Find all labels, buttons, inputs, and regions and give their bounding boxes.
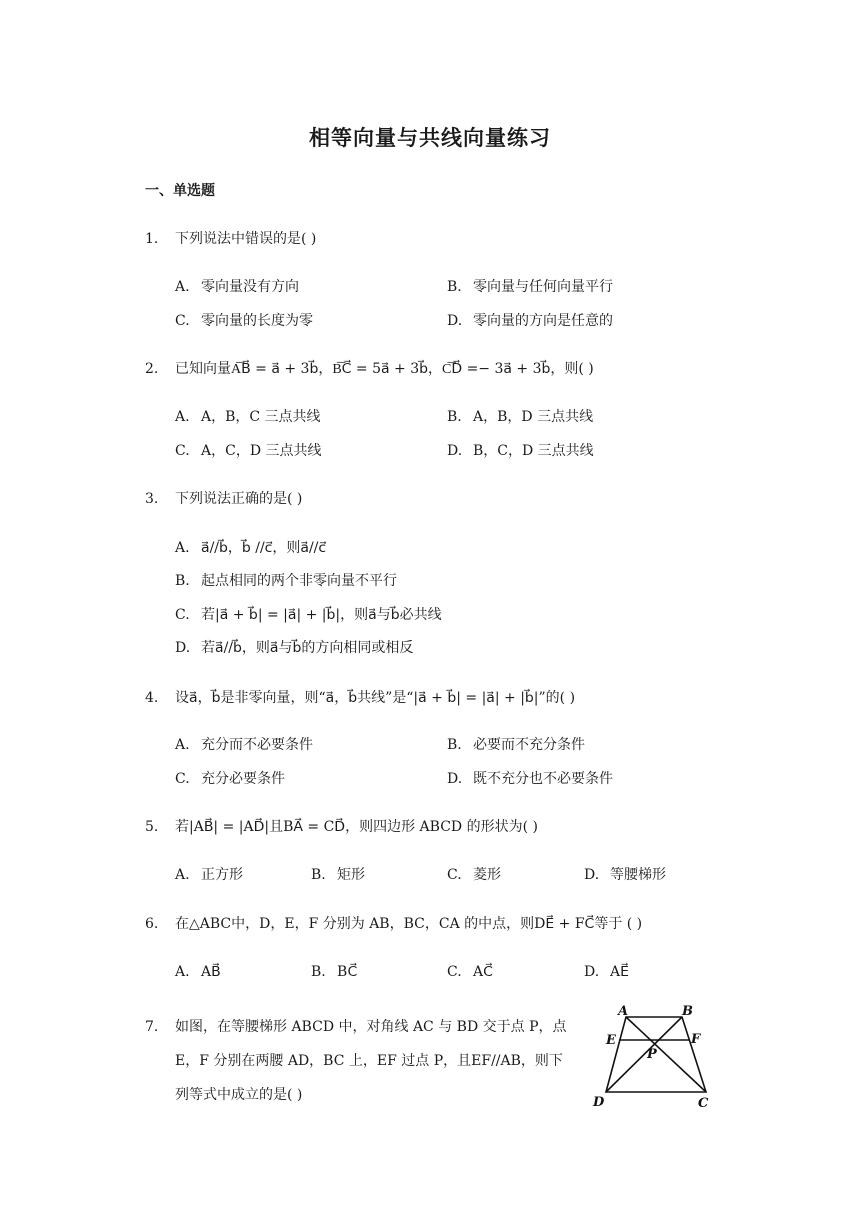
question-3 [145, 489, 302, 509]
option-c[interactable] [447, 962, 493, 982]
question-1 [145, 229, 316, 249]
option-text: AC⃗ [473, 964, 493, 980]
option-c[interactable] [175, 441, 322, 461]
section-heading: 一、单选题 [145, 183, 215, 199]
option-text: 菱形 [473, 867, 501, 883]
option-text: a⃗//b⃗，b⃗ //c⃗，则a⃗//c⃗ [201, 540, 327, 556]
option-text: 若|a⃗ + b⃗| = |a⃗| + |b⃗|，则a⃗与b⃗必共线 [201, 607, 442, 623]
figure-label-p: P [647, 1047, 657, 1062]
question-stem-line-2: E，F 分别在两腰 AD，BC 上，EF 过点 P，且EF//AB，则下 [175, 1053, 563, 1069]
question-6 [145, 914, 642, 934]
option-label: D. [447, 443, 463, 459]
option-text: 零向量与任何向量平行 [473, 279, 613, 295]
option-label: A. [175, 964, 190, 980]
option-text: 起点相同的两个非零向量不平行 [201, 573, 397, 589]
question-number: 3. [145, 491, 159, 507]
question-stem: 下列说法正确的是( ) [175, 491, 303, 507]
option-label: C. [175, 607, 190, 623]
option-b[interactable] [175, 571, 397, 591]
option-label: A. [175, 540, 190, 556]
option-text: 正方形 [201, 867, 243, 883]
option-b[interactable] [447, 277, 613, 297]
option-d[interactable] [447, 441, 594, 461]
option-b[interactable] [311, 962, 357, 982]
option-b[interactable] [447, 407, 593, 427]
option-label: D. [584, 867, 600, 883]
option-label: D. [175, 640, 191, 656]
question-number: 5. [145, 819, 159, 835]
page-title: 相等向量与共线向量练习 [309, 126, 551, 150]
question-stem-line-3: 列等式中成立的是( ) [175, 1087, 303, 1103]
question-number: 2. [145, 361, 159, 377]
option-text: 充分而不必要条件 [201, 737, 313, 753]
question-stem: 已知向量A͞B⃗ = a⃗ + 3b⃗，B͞C⃗ = 5a⃗ + 3b⃗，C͞D⃗ =− 3a⃗ + 3b⃗，则( ) [175, 361, 594, 377]
option-text: 零向量的方向是任意的 [473, 313, 613, 329]
question-stem: 下列说法中错误的是( ) [175, 231, 317, 247]
option-a[interactable] [175, 538, 326, 558]
option-text: 零向量没有方向 [201, 279, 299, 295]
question-number: 7. [145, 1019, 159, 1035]
option-a[interactable] [175, 865, 243, 885]
option-b[interactable] [447, 735, 585, 755]
question-5 [145, 817, 538, 837]
option-d[interactable] [175, 638, 413, 658]
figure-label-b: B [682, 1004, 693, 1019]
option-text: 必要而不充分条件 [473, 737, 585, 753]
figure-label-f: F [691, 1032, 701, 1047]
question-4 [145, 688, 575, 708]
option-a[interactable] [175, 735, 313, 755]
option-text: A，B，C 三点共线 [201, 409, 321, 425]
option-text: B，C，D 三点共线 [473, 443, 594, 459]
option-label: C. [175, 313, 190, 329]
option-b[interactable] [311, 865, 365, 885]
question-stem: 在△ABC中，D，E，F 分别为 AB，BC，CA 的中点，则DE⃗ + FC⃗等于 ( ) [175, 916, 643, 932]
option-label: B. [311, 964, 326, 980]
option-a[interactable] [175, 277, 299, 297]
question-number: 6. [145, 916, 159, 932]
option-c[interactable] [175, 769, 285, 789]
option-label: D. [447, 313, 463, 329]
figure-label-c: C [698, 1096, 709, 1111]
option-label: A. [175, 737, 190, 753]
option-a[interactable] [175, 407, 321, 427]
option-text: 零向量的长度为零 [201, 313, 313, 329]
option-label: A. [175, 867, 190, 883]
option-label: D. [447, 771, 463, 787]
option-text: 等腰梯形 [610, 867, 666, 883]
question-stem: 若|AB⃗| = |AD⃗|且BA⃗ = CD⃗，则四边形 ABCD 的形状为( ) [175, 819, 538, 835]
question-stem-line-1: 如图，在等腰梯形 ABCD 中，对角线 AC 与 BD 交于点 P，点 [175, 1019, 567, 1035]
trapezoid-figure [588, 1000, 718, 1112]
option-label: D. [584, 964, 600, 980]
option-text: BC⃗ [337, 964, 358, 980]
option-label: B. [447, 409, 462, 425]
option-label: C. [175, 771, 190, 787]
question-stem: 设a⃗，b⃗是非零向量，则“a⃗，b⃗共线”是“|a⃗ + b⃗| = |a⃗| + |b⃗|”的( ) [175, 690, 576, 706]
option-text: 既不充分也不必要条件 [473, 771, 613, 787]
option-label: C. [447, 867, 462, 883]
option-a[interactable] [175, 962, 221, 982]
option-label: B. [447, 737, 462, 753]
option-label: B. [311, 867, 326, 883]
option-d[interactable] [584, 865, 666, 885]
option-text: 若a⃗//b⃗，则a⃗与b⃗的方向相同或相反 [201, 640, 414, 656]
option-label: C. [175, 443, 190, 459]
option-c[interactable] [447, 865, 501, 885]
option-text: 充分必要条件 [201, 771, 285, 787]
option-label: C. [447, 964, 462, 980]
option-d[interactable] [584, 962, 629, 982]
option-text: AE⃗ [610, 964, 629, 980]
question-number: 1. [145, 231, 159, 247]
option-d[interactable] [447, 311, 613, 331]
question-number: 4. [145, 690, 159, 706]
figure-label-e: E [606, 1033, 616, 1048]
question-2 [145, 359, 594, 379]
diagonal-bd [606, 1017, 682, 1092]
figure-label-a: A [618, 1004, 629, 1019]
option-c[interactable] [175, 605, 442, 625]
option-text: A，C，D 三点共线 [201, 443, 322, 459]
option-label: A. [175, 279, 190, 295]
option-label: A. [175, 409, 190, 425]
option-c[interactable] [175, 311, 313, 331]
option-text: AB⃗ [201, 964, 221, 980]
figure-label-d: D [593, 1095, 605, 1110]
option-text: 矩形 [337, 867, 365, 883]
option-label: B. [175, 573, 190, 589]
option-label: B. [447, 279, 462, 295]
option-text: A，B，D 三点共线 [473, 409, 594, 425]
option-d[interactable] [447, 769, 613, 789]
